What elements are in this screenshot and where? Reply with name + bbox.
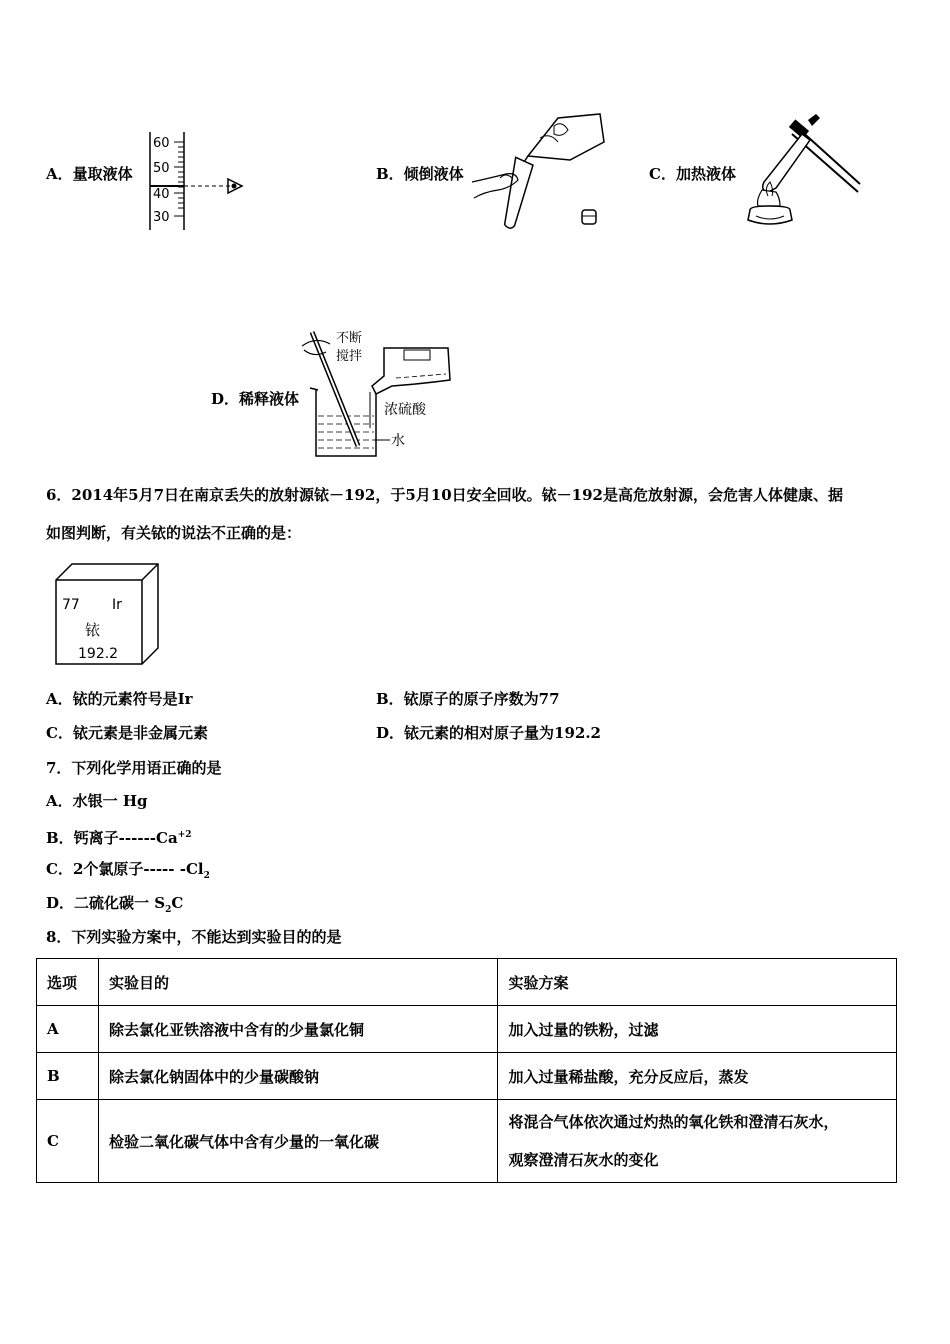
row-plan-line-1: 将混合气体依次通过灼热的氧化铁和澄清石灰水， [508,1113,839,1131]
element-name: 铱 [85,621,101,639]
charge-superscript: +2 [177,830,192,840]
row-goal: 除去氯化钠固体中的少量碳酸钠 [98,1053,498,1100]
q7-option-c: C．2个氯原子----- $-Cl_2$ [46,860,210,881]
q6-stem-line-1: 6．2014年5月7日在南京丢失的放射源铱－192，于5月10日安全回收。铱－192是高危放射源，会危害人体健康、据 [46,486,843,504]
q6-stem-line-2: 如图判断，有关铱的说法不正确的是： [46,524,302,542]
sulfur-subscript: 2 [165,905,172,915]
row-goal: 检验二氧化碳气体中含有少量的一氧化碳 [98,1100,498,1183]
stir-label-2: 搅拌 [336,349,363,364]
header-plan: 实验方案 [498,959,897,1006]
q7-option-a: A．水银一 Hg [46,792,148,810]
row-goal: 除去氯化亚铁溶液中含有的少量氯化铜 [98,1006,498,1053]
row-plan [498,1100,897,1183]
graduated-cylinder-figure [144,130,249,232]
stir-label-1: 不断 [336,331,363,346]
experiment-table [36,958,897,1183]
q7-stem: 7．下列化学用语正确的是 [46,759,222,777]
row-option: A [37,1006,99,1053]
q5-option-d: D．稀释液体 [211,390,300,408]
q5-option-b: B．倾倒液体 [376,165,464,183]
tick-label-40: 40 [153,187,170,202]
table-row [37,1053,897,1100]
atomic-mass: 192.2 [78,646,119,662]
q6-option-d: D．铱元素的相对原子量为192.2 [376,724,601,742]
acid-label: 浓硫酸 [384,402,426,418]
table-row [37,1100,897,1183]
table-row [37,1006,897,1053]
chlorine-subscript: 2 [203,871,210,881]
water-label: 水 [391,433,405,449]
row-option: C [37,1100,99,1183]
header-goal: 实验目的 [98,959,498,1006]
diluting-acid-figure [300,328,460,460]
q8-stem: 8．下列实验方案中，不能达到实验目的的是 [46,928,342,946]
q6-option-b: B．铱原子的原子序数为77 [376,690,560,708]
q6-option-a: A．铱的元素符号是Ir [46,690,193,708]
element-symbol: Ir [112,597,122,613]
heating-liquid-figure [746,112,864,232]
table-header-row [37,959,897,1006]
q5-option-a: A．量取液体 [46,165,133,183]
q7-option-d: D．二硫化碳一 $S_2C$ [46,894,184,915]
row-plan: 加入过量稀盐酸，充分反应后，蒸发 [498,1053,897,1100]
tick-label-50: 50 [153,161,170,176]
row-plan: 加入过量的铁粉，过滤 [498,1006,897,1053]
tick-label-60: 60 [153,136,170,151]
row-plan-line-2: 观察澄清石灰水的变化 [508,1151,659,1169]
tick-label-30: 30 [153,210,170,225]
atomic-number: 77 [62,597,80,613]
pouring-liquid-figure [470,108,610,230]
iridium-element-card [52,560,164,672]
q7-option-b: B．钙离子$------Ca^{+2}$ [46,829,192,847]
header-option: 选项 [37,959,99,1006]
q6-option-c: C．铱元素是非金属元素 [46,724,208,742]
q5-option-c: C．加热液体 [649,165,736,183]
row-option: B [37,1053,99,1100]
